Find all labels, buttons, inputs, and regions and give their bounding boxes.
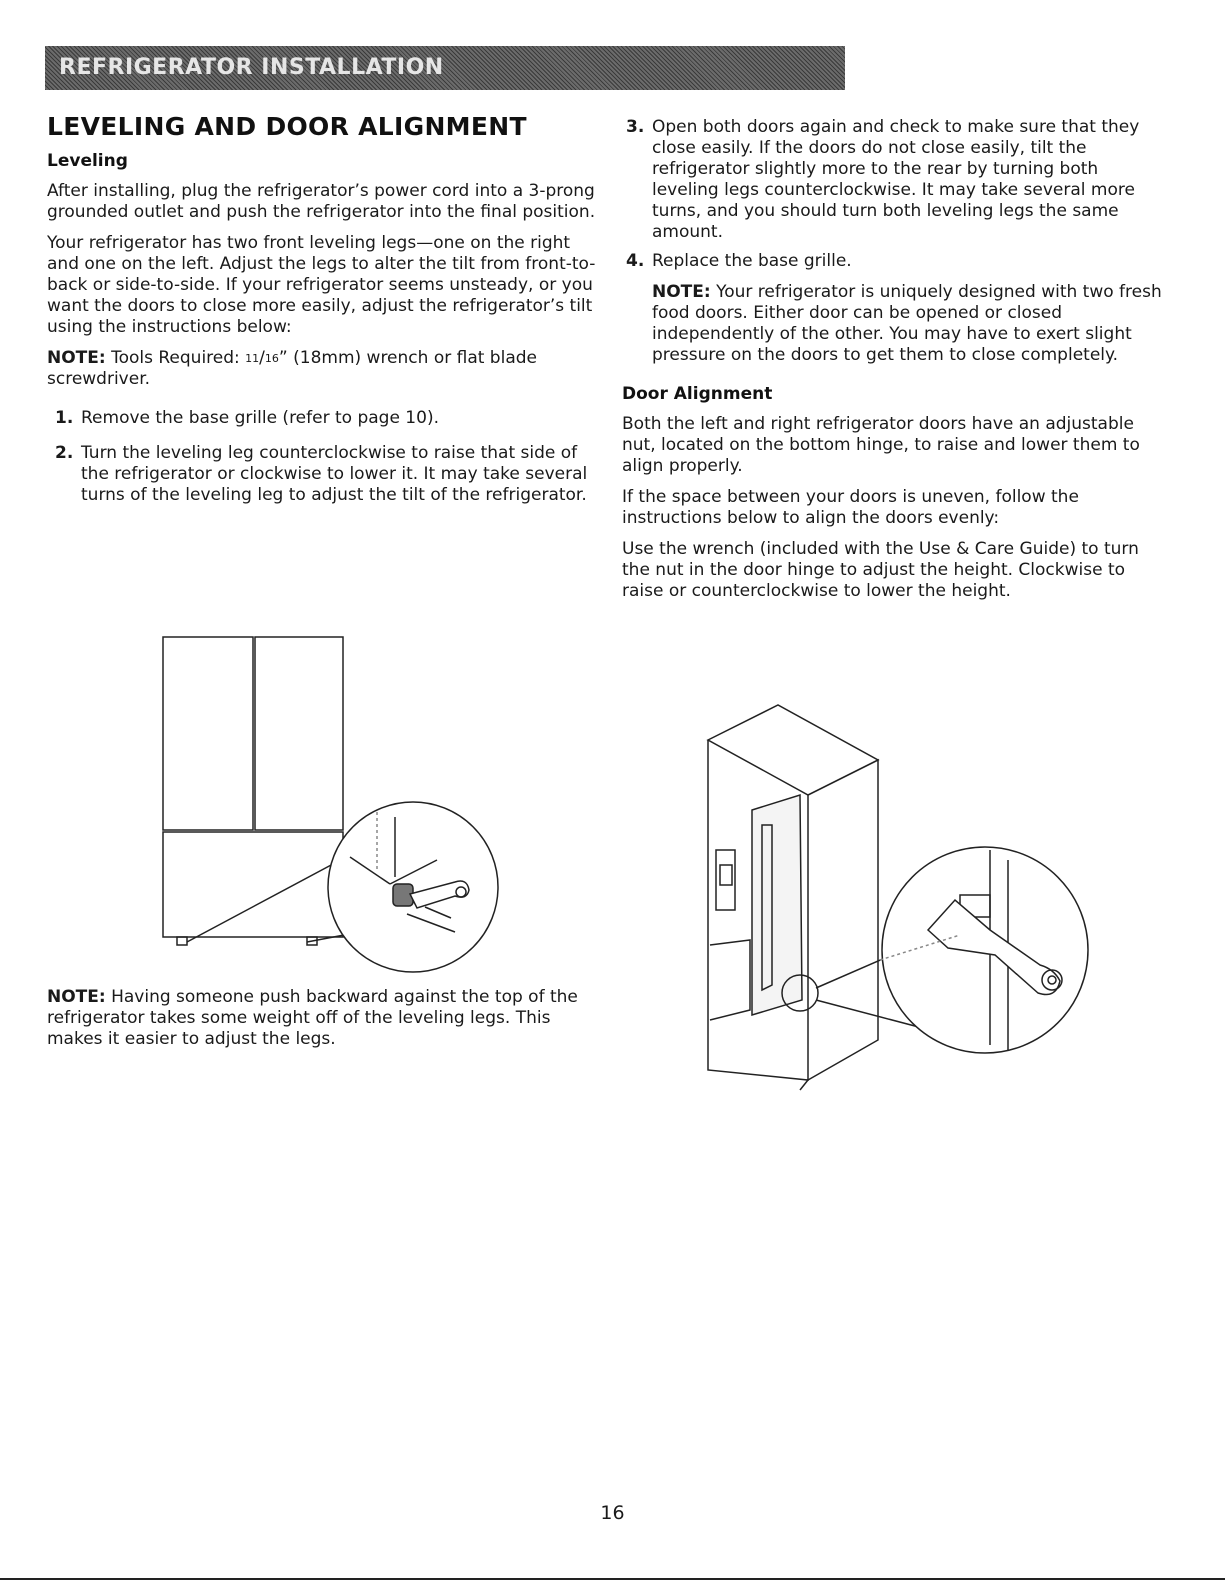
leveling-paragraph-2: Your refrigerator has two front leveling legs—one on the right and one on the left. Adjust the legs to alter the tilt from front-to-back or side-to-side. If your refrigerator seems unsteady, or you want the doors to close more easily, adjust the refrigerator’s tilt using the instructions below: bbox=[47, 233, 596, 337]
weight-note-text: Having someone push backward against the top of the refrigerator takes some weight off of the leveling legs. This makes it easier to adjust the legs. bbox=[47, 987, 578, 1049]
step-item bbox=[622, 251, 1167, 366]
step-number: 2. bbox=[55, 443, 74, 463]
step-text: Replace the base grille. bbox=[652, 251, 852, 271]
step-item bbox=[47, 443, 607, 506]
leveling-heading: Leveling bbox=[47, 151, 128, 171]
page-title: LEVELING AND DOOR ALIGNMENT bbox=[47, 112, 527, 141]
step-text: Open both doors again and check to make sure that they close easily. If the doors do not close easily, tilt the refrigerator slightly more to the rear by turning both leveling legs counterclockwise. It may take several more turns, and you should turn both leveling legs the same amount. bbox=[652, 117, 1140, 242]
door-hinge-illustration bbox=[690, 700, 1090, 1100]
note-label: NOTE: bbox=[47, 348, 106, 368]
step-number: 3. bbox=[626, 117, 645, 137]
doors-note bbox=[652, 282, 1167, 366]
step-number: 1. bbox=[55, 408, 74, 428]
page-number: 16 bbox=[600, 1502, 625, 1524]
door-alignment-paragraph-1: Both the left and right refrigerator doors have an adjustable nut, located on the bottom hinge, to raise and lower them to align properly. bbox=[622, 414, 1140, 476]
door-alignment-paragraph-2: If the space between your doors is uneven, follow the instructions below to align the doors evenly: bbox=[622, 487, 1079, 528]
step-item bbox=[47, 408, 607, 429]
doors-note-text: Your refrigerator is uniquely designed with two fresh food doors. Either door can be opened or closed independently of the other. You may have to exert slight pressure on the doors to get them to close completely. bbox=[652, 282, 1162, 365]
door-alignment-paragraph-3: Use the wrench (included with the Use & Care Guide) to turn the nut in the door hinge to adjust the height. Clockwise to raise or counterclockwise to lower the height. bbox=[622, 539, 1139, 601]
leveling-paragraph-1: After installing, plug the refrigerator’s power cord into a 3-prong grounded outlet and push the refrigerator into the final position. bbox=[47, 181, 596, 222]
tools-note-suffix: ” (18mm) wrench or flat blade screwdriver. bbox=[47, 348, 537, 389]
page-bottom-rule bbox=[0, 1578, 1225, 1580]
leveling-leg-illustration bbox=[155, 632, 510, 977]
leveling-steps-continued bbox=[622, 117, 1167, 366]
step-text: Turn the leveling leg counterclockwise to raise that side of the refrigerator or clockwise to lower it. It may take several turns of the leveling leg to adjust the tilt of the refrigerator. bbox=[81, 443, 588, 505]
tools-note-prefix: Tools Required: bbox=[111, 348, 240, 368]
fraction-numerator: 11 bbox=[245, 352, 260, 365]
leveling-steps bbox=[47, 408, 607, 506]
left-column bbox=[47, 112, 607, 520]
door-alignment-heading: Door Alignment bbox=[622, 384, 773, 404]
weight-note bbox=[47, 987, 607, 1050]
step-number: 4. bbox=[626, 251, 645, 271]
tools-note: NOTE: Tools Required: $^{11}$/16” (18mm) wrench or flat blade screwdriver. bbox=[47, 348, 537, 389]
section-banner-title: REFRIGERATOR INSTALLATION bbox=[59, 55, 444, 80]
note-label: NOTE: bbox=[47, 987, 106, 1007]
note-label: NOTE: bbox=[652, 282, 711, 302]
step-item bbox=[622, 117, 1167, 243]
right-column bbox=[622, 117, 1167, 612]
step-text: Remove the base grille (refer to page 10). bbox=[81, 408, 439, 428]
fraction-denominator: 16 bbox=[264, 352, 279, 365]
section-banner bbox=[45, 46, 845, 90]
